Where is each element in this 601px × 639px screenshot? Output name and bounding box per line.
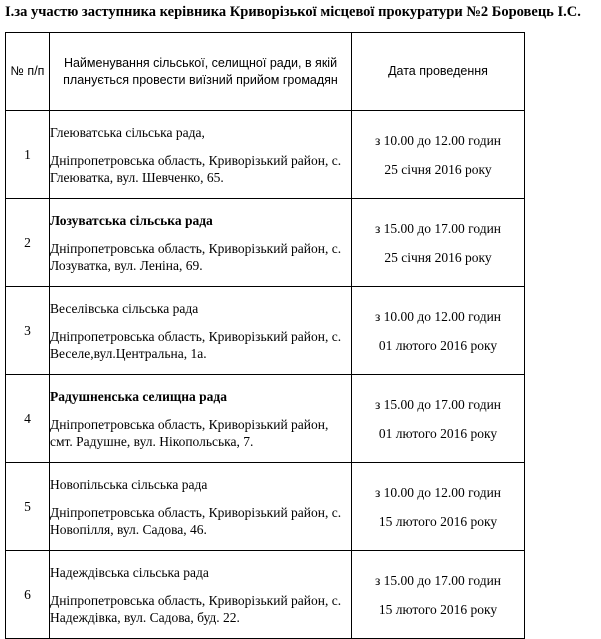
council-cell: [50, 375, 352, 463]
council-name: Глеюватська сільська рада,: [50, 124, 205, 140]
row-number: 6: [6, 551, 50, 639]
reception-time: з 15.00 до 17.00 годин: [374, 396, 502, 412]
council-cell: [50, 287, 352, 375]
reception-time: з 10.00 до 12.00 годин: [374, 308, 502, 324]
council-name: Радушненська селищна рада: [50, 388, 227, 404]
council-cell: [50, 199, 352, 287]
reception-date: 25 січня 2016 року: [384, 161, 492, 177]
council-cell: [50, 551, 352, 639]
reception-date: 25 січня 2016 року: [384, 249, 492, 265]
header-date: Дата проведення: [352, 33, 525, 111]
table-row: [6, 287, 525, 375]
table-row: [6, 551, 525, 639]
date-cell: [352, 375, 525, 463]
date-cell: [352, 463, 525, 551]
reception-date: 15 лютого 2016 року: [378, 513, 498, 529]
council-name: Веселівська сільська рада: [50, 300, 199, 316]
header-number: № п/п: [6, 33, 50, 111]
council-name: Новопільська сільська рада: [50, 476, 208, 492]
council-name: Лозуватська сільська рада: [50, 212, 213, 228]
reception-time: з 15.00 до 17.00 годин: [374, 572, 502, 588]
date-cell: [352, 287, 525, 375]
council-address: Дніпропетровська область, Криворізький район, смт. Радушне, вул. Нікопольська, 7.: [50, 416, 329, 449]
table-row: [6, 375, 525, 463]
date-cell: [352, 199, 525, 287]
council-address: Дніпропетровська область, Криворізький район, с. Новопілля, вул. Садова, 46.: [50, 504, 342, 537]
row-number: 3: [6, 287, 50, 375]
council-cell: [50, 463, 352, 551]
reception-time: з 10.00 до 12.00 годин: [374, 484, 502, 500]
header-council: Найменування сільської, селищної ради, в якій планується провести виїзний прийом громадян: [50, 33, 352, 111]
council-cell: [50, 111, 352, 199]
schedule-table: [5, 32, 525, 639]
council-address: Дніпропетровська область, Криворізький район, с. Лозуватка, вул. Леніна, 69.: [50, 240, 342, 273]
reception-date: 15 лютого 2016 року: [378, 601, 498, 617]
reception-date: 01 лютого 2016 року: [378, 425, 498, 441]
reception-time: з 10.00 до 12.00 годин: [374, 132, 502, 148]
row-number: 1: [6, 111, 50, 199]
reception-date: 01 лютого 2016 року: [378, 337, 498, 353]
row-number: 4: [6, 375, 50, 463]
page-heading: І.за участю заступника керівника Криворізької місцевої прокуратури №2 Боровець І.С.: [5, 4, 581, 20]
date-cell: [352, 551, 525, 639]
table-row: [6, 199, 525, 287]
table-header-row: [6, 33, 525, 111]
table-row: [6, 111, 525, 199]
reception-time: з 15.00 до 17.00 годин: [374, 220, 502, 236]
row-number: 2: [6, 199, 50, 287]
council-address: Дніпропетровська область, Криворізький район, с. Веселе,вул.Центральна, 1а.: [50, 328, 342, 361]
row-number: 5: [6, 463, 50, 551]
council-address: Дніпропетровська область, Криворізький район, с. Надеждівка, вул. Садова, буд. 22.: [50, 592, 342, 625]
council-address: Дніпропетровська область, Криворізький район, с. Глеюватка, вул. Шевченко, 65.: [50, 152, 342, 185]
date-cell: [352, 111, 525, 199]
council-name: Надеждівська сільська рада: [50, 564, 209, 580]
table-row: [6, 463, 525, 551]
